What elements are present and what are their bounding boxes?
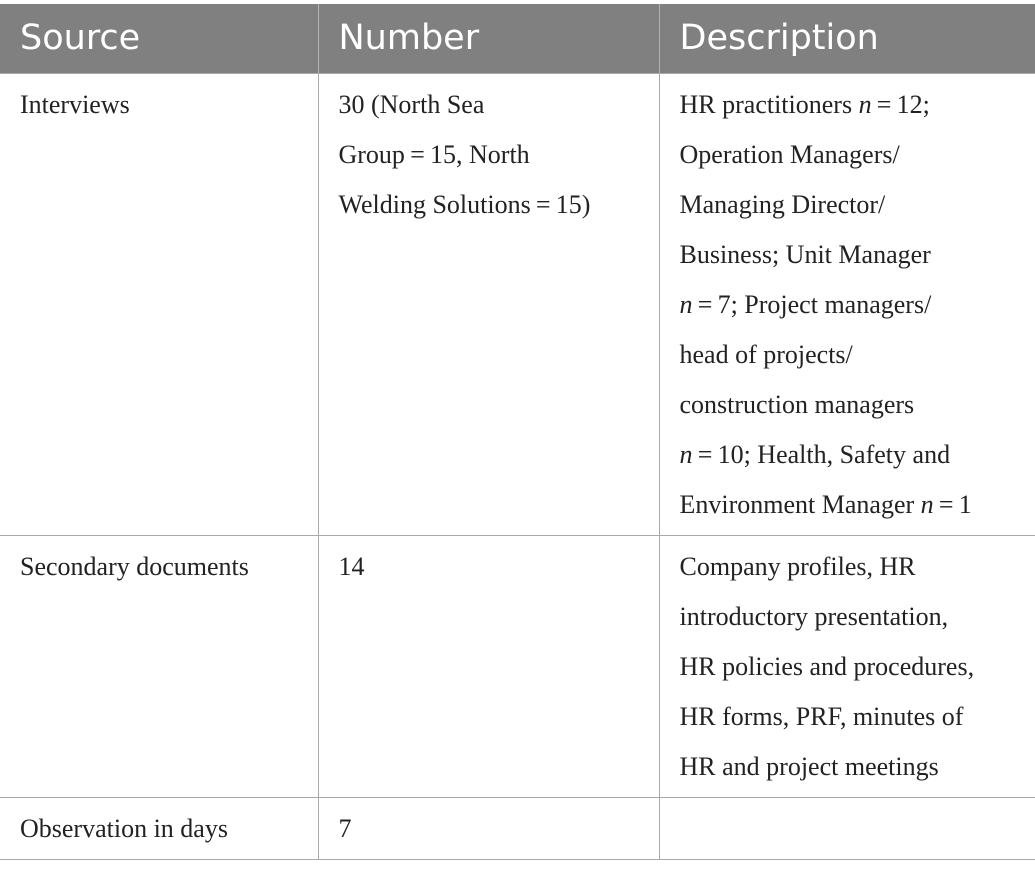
cell-line: Welding Solutions = 15) — [338, 189, 591, 219]
cell-line: HR forms, PRF, minutes of — [679, 701, 964, 731]
cell-line: Operation Managers/ — [679, 139, 900, 169]
table-row — [0, 535, 1035, 797]
cell-line: HR policies and procedures, — [679, 651, 975, 681]
number-cell — [318, 797, 659, 859]
cell-line: construction managers — [679, 389, 915, 419]
cell-text: Interviews — [20, 89, 130, 119]
cell-line: Group = 15, North — [338, 139, 530, 169]
number-cell — [318, 535, 659, 797]
cell-line: Managing Director/ — [679, 189, 886, 219]
source-cell — [0, 797, 318, 859]
header-description: Description — [659, 4, 1035, 73]
table-row — [0, 73, 1035, 535]
cell-line: HR practitioners n = 12; — [679, 89, 930, 119]
cell-line: n = 7; Project managers/ — [679, 289, 932, 319]
cell-text: Secondary documents — [20, 551, 249, 581]
header-row — [0, 4, 1035, 73]
cell-line: Environment Manager n = 1 — [679, 489, 972, 519]
description-cell — [659, 535, 1035, 797]
data-table — [0, 4, 1035, 860]
description-cell — [659, 73, 1035, 535]
cell-line: 7 — [338, 813, 352, 843]
cell-line: 30 (North Sea — [338, 89, 485, 119]
source-cell — [0, 73, 318, 535]
cell-line: 14 — [338, 551, 365, 581]
description-cell — [659, 797, 1035, 859]
table-row — [0, 797, 1035, 859]
cell-line: Company profiles, HR — [679, 551, 916, 581]
number-cell — [318, 73, 659, 535]
cell-line: Business; Unit Manager — [679, 239, 931, 269]
header-number: Number — [318, 4, 659, 73]
cell-line: introductory presentation, — [679, 601, 949, 631]
header-source: Source — [0, 4, 318, 73]
source-cell — [0, 535, 318, 797]
cell-text: Observation in days — [20, 813, 228, 843]
cell-line: n = 10; Health, Safety and — [679, 439, 951, 469]
cell-line: HR and project meetings — [679, 751, 939, 781]
cell-line: head of projects/ — [679, 339, 853, 369]
